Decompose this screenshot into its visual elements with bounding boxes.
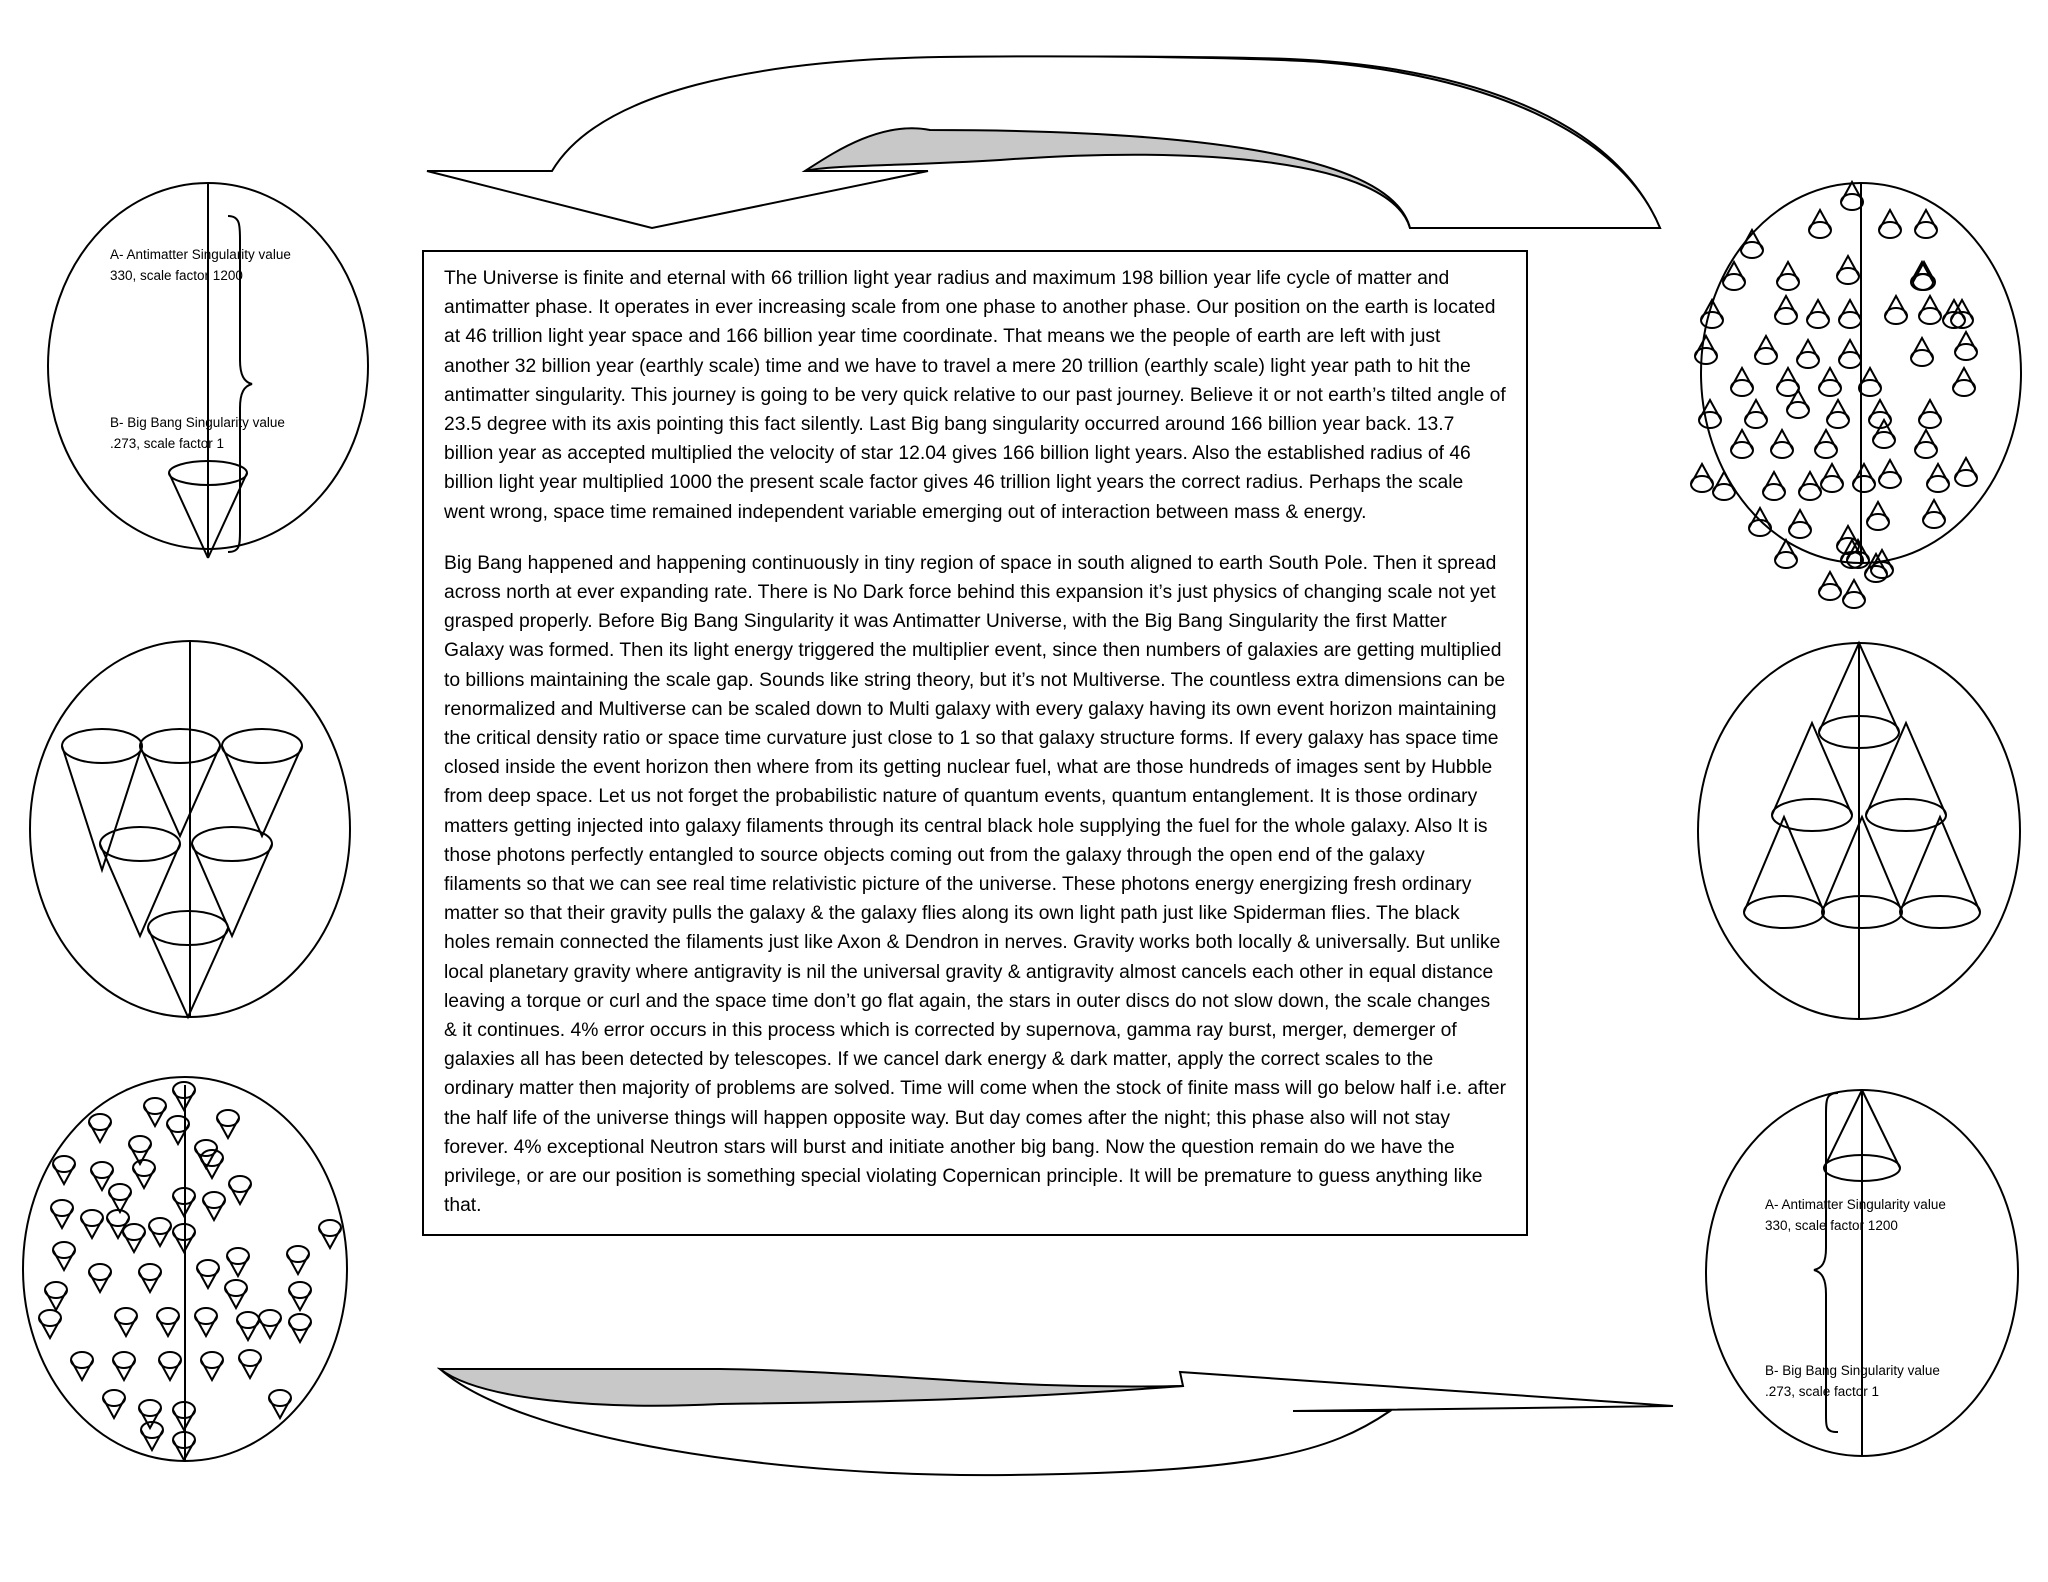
cone-cluster-oval-middle-right	[1698, 643, 2020, 1019]
small-cone	[1869, 400, 1891, 428]
small-cone	[1827, 400, 1849, 428]
small-cone	[89, 1264, 111, 1292]
small-cone	[1775, 296, 1797, 324]
small-cone	[237, 1312, 259, 1340]
small-cone	[1955, 332, 1977, 360]
cone-6	[1900, 817, 1980, 928]
small-cone	[53, 1242, 75, 1270]
small-cone	[1809, 210, 1831, 238]
small-cone	[225, 1280, 247, 1308]
small-cone	[1731, 430, 1753, 458]
small-cone	[1691, 464, 1713, 492]
small-cone	[1775, 540, 1797, 568]
small-cone	[1837, 256, 1859, 284]
small-cone	[239, 1350, 261, 1378]
small-cone	[1819, 572, 1841, 600]
small-cone	[91, 1162, 113, 1190]
small-cone	[89, 1114, 111, 1142]
label-big-bang-singularity-bottom-right: B- Big Bang Singularity value .273, scale factor 1	[1765, 1363, 1940, 1399]
small-cone	[144, 1098, 166, 1126]
small-cone	[1731, 368, 1753, 396]
small-cone	[1771, 430, 1793, 458]
small-cone	[217, 1110, 239, 1138]
singularity-oval-top-left	[48, 183, 368, 558]
small-cone	[1853, 464, 1875, 492]
small-cone	[159, 1352, 181, 1380]
small-cone	[1919, 296, 1941, 324]
many-cones-oval-top-right	[1691, 182, 2021, 608]
small-cone	[1713, 472, 1735, 500]
small-cone	[1841, 182, 1863, 210]
small-cone	[1879, 210, 1901, 238]
small-cone	[1819, 368, 1841, 396]
small-cone	[1837, 526, 1859, 554]
small-cone	[149, 1218, 171, 1246]
paragraph-2: Big Bang happened and happening continuously in tiny region of space in south aligned to earth South Pole. Then it spread across north at ever expanding rate. There is No Dark force behind this expansion it’s just physics of changing scale not yet grasped properly. Before Big Bang Singularity it was Antimatter Universe, with the Big Bang Singularity the first Matter Galaxy was formed. Then its light energy triggered the multiplier event, since then numbers of galaxies are getting multiplied to billions maintaining the scale gap. Sounds like string theory, but it’s not Multiverse. The countless extra dimensions can be renormalized and Multiverse can be scaled down to Multi galaxy with every galaxy having its own event horizon maintaining the critical density ratio or space time curvature just close to 1 so that galaxy structure forms. If every galaxy has space time closed inside the event horizon then where from its getting nuclear fuel, what are those hundreds of images sent by Hubble from deep space. Let us not forget the probabilistic nature of quantum events, quantum entanglement. It is those ordinary matters getting injected into galaxy filaments through its central black hole supplying the fuel for the whole galaxy. Also It is those photons perfectly entangled to source objects coming out from the galaxy through the open end of the galaxy filaments so that we can see real time relativistic picture of the universe. These photons energy energizing fresh ordinary matter so that their gravity pulls the galaxy & the galaxy flies along its own light path just like Spiderman flies. The black holes remain connected the filaments just like Axon & Dendron in nerves. Gravity works both locally & universally. But unlike local planetary gravity where antigravity is nil the universal gravity & antigravity almost cancels each other in equal distance leaving a torque or curl and the space time don’t go flat again, the stars in outer discs do not slow down, the scale changes & it continues. 4% error occurs in this process which is corrected by supernova, gamma ray burst, merger, demerger of galaxies all has been detected by telescopes. If we cancel dark energy & dark matter, apply the correct scales to the ordinary matter then majority of problems are solved. Time will come when the stock of finite mass will go below half i.e. after the half life of the universe things will happen opposite way. But day comes after the night; this phase also will not stay forever. 4% exceptional Neutron stars will burst and initiate another big bang. Now the question remain do we have the privilege, or are our position is something special violating Copernican principle. It will be premature to guess anything like that.	[444, 552, 1506, 1217]
small-cone	[1763, 472, 1785, 500]
label-antimatter-singularity-bottom-right: A- Antimatter Singularity value 330, scale factor 1200	[1765, 1197, 1946, 1233]
cone-5	[192, 827, 272, 936]
small-cone	[1799, 472, 1821, 500]
small-cone	[1797, 340, 1819, 368]
small-cone	[157, 1308, 179, 1336]
small-cone	[1821, 464, 1843, 492]
cone-3	[1866, 723, 1946, 831]
small-cone	[45, 1282, 67, 1310]
small-cone	[289, 1282, 311, 1310]
small-cone	[1867, 502, 1889, 530]
small-cone	[195, 1308, 217, 1336]
small-cone	[1839, 300, 1861, 328]
small-cone	[1859, 368, 1881, 396]
explanation-text-box	[422, 250, 1528, 1236]
small-cone	[1815, 430, 1837, 458]
small-cone	[109, 1184, 131, 1212]
small-cone	[107, 1210, 129, 1238]
small-cone	[51, 1200, 73, 1228]
small-cone	[1695, 336, 1717, 364]
small-cone	[201, 1352, 223, 1380]
cone-cluster-oval-middle-left	[30, 641, 350, 1017]
paragraph-1: The Universe is finite and eternal with 66 trillion light year radius and maximum 198 billion year life cycle of matter and antimatter phase. It operates in ever increasing scale from one phase to another phase. Our position on the earth is located at 46 trillion light year space and 166 billion year time coordinate. That means we the people of earth are left with just another 32 billion year (earthly scale) time and we have to travel a mere 20 trillion (earthly scale) light year path to hit the antimatter singularity. This journey is going to be very quick relative to our past journey. Believe it or not earth’s tilted angle of 23.5 degree with its axis pointing this fact silently. Last Big bang singularity occurred around 166 billion year back. 13.7 billion year as accepted multiplied the velocity of star 12.04 gives 166 billion light years. Also the established radius of 46 billion light year multiplied 1000 the present scale factor gives 46 trillion light years the correct radius. Perhaps the scale went wrong, space time remained independent variable emerging out of interaction between mass & energy.	[444, 268, 1506, 523]
small-cone	[1879, 460, 1901, 488]
small-cone	[259, 1310, 281, 1338]
small-cone	[197, 1260, 219, 1288]
small-cone	[1789, 510, 1811, 538]
small-cone	[123, 1224, 145, 1252]
cone-4	[100, 827, 180, 936]
small-cone	[287, 1246, 309, 1274]
small-cone	[53, 1156, 75, 1184]
small-cone	[103, 1390, 125, 1418]
label-big-bang-singularity-top-left: B- Big Bang Singularity value .273, scale factor 1	[110, 415, 285, 451]
small-cone	[113, 1352, 135, 1380]
small-cone	[289, 1314, 311, 1342]
cone-6	[148, 911, 228, 1017]
small-cone	[1807, 300, 1829, 328]
small-cone	[229, 1176, 251, 1204]
small-cone	[1919, 400, 1941, 428]
small-cone	[1953, 368, 1975, 396]
small-cone	[1885, 296, 1907, 324]
small-cone	[1911, 338, 1933, 366]
small-cone	[1777, 262, 1799, 290]
small-cone	[115, 1308, 137, 1336]
small-cone	[1955, 458, 1977, 486]
small-cone-group	[1691, 182, 1977, 608]
small-cone	[71, 1352, 93, 1380]
small-cone	[1915, 430, 1937, 458]
small-cone-group	[39, 1082, 341, 1460]
small-cone	[269, 1390, 291, 1418]
small-cone	[1927, 464, 1949, 492]
small-cone	[203, 1192, 225, 1220]
many-cones-oval-bottom-left	[23, 1077, 347, 1461]
small-cone	[319, 1220, 341, 1248]
cone-5	[1822, 817, 1902, 928]
small-cone	[1723, 262, 1745, 290]
top-cycle-arrow	[427, 56, 1660, 228]
label-antimatter-singularity-top-left: A- Antimatter Singularity value 330, scale factor 1200	[110, 247, 291, 283]
small-cone	[133, 1160, 155, 1188]
small-cone	[1843, 580, 1865, 608]
small-cone	[139, 1264, 161, 1292]
small-cone	[1745, 400, 1767, 428]
bottom-cycle-arrow	[440, 1369, 1673, 1475]
small-cone	[1777, 368, 1799, 396]
small-cone	[1787, 390, 1809, 418]
small-cone	[227, 1248, 249, 1276]
cone-4	[1744, 817, 1824, 928]
small-cone	[39, 1310, 61, 1338]
small-cone	[1839, 340, 1861, 368]
small-cone	[1915, 210, 1937, 238]
small-cone	[81, 1210, 103, 1238]
small-cone	[1873, 420, 1895, 448]
cone-3	[222, 729, 302, 836]
small-cone	[1755, 336, 1777, 364]
cone-2	[140, 729, 220, 836]
small-cone	[1923, 500, 1945, 528]
